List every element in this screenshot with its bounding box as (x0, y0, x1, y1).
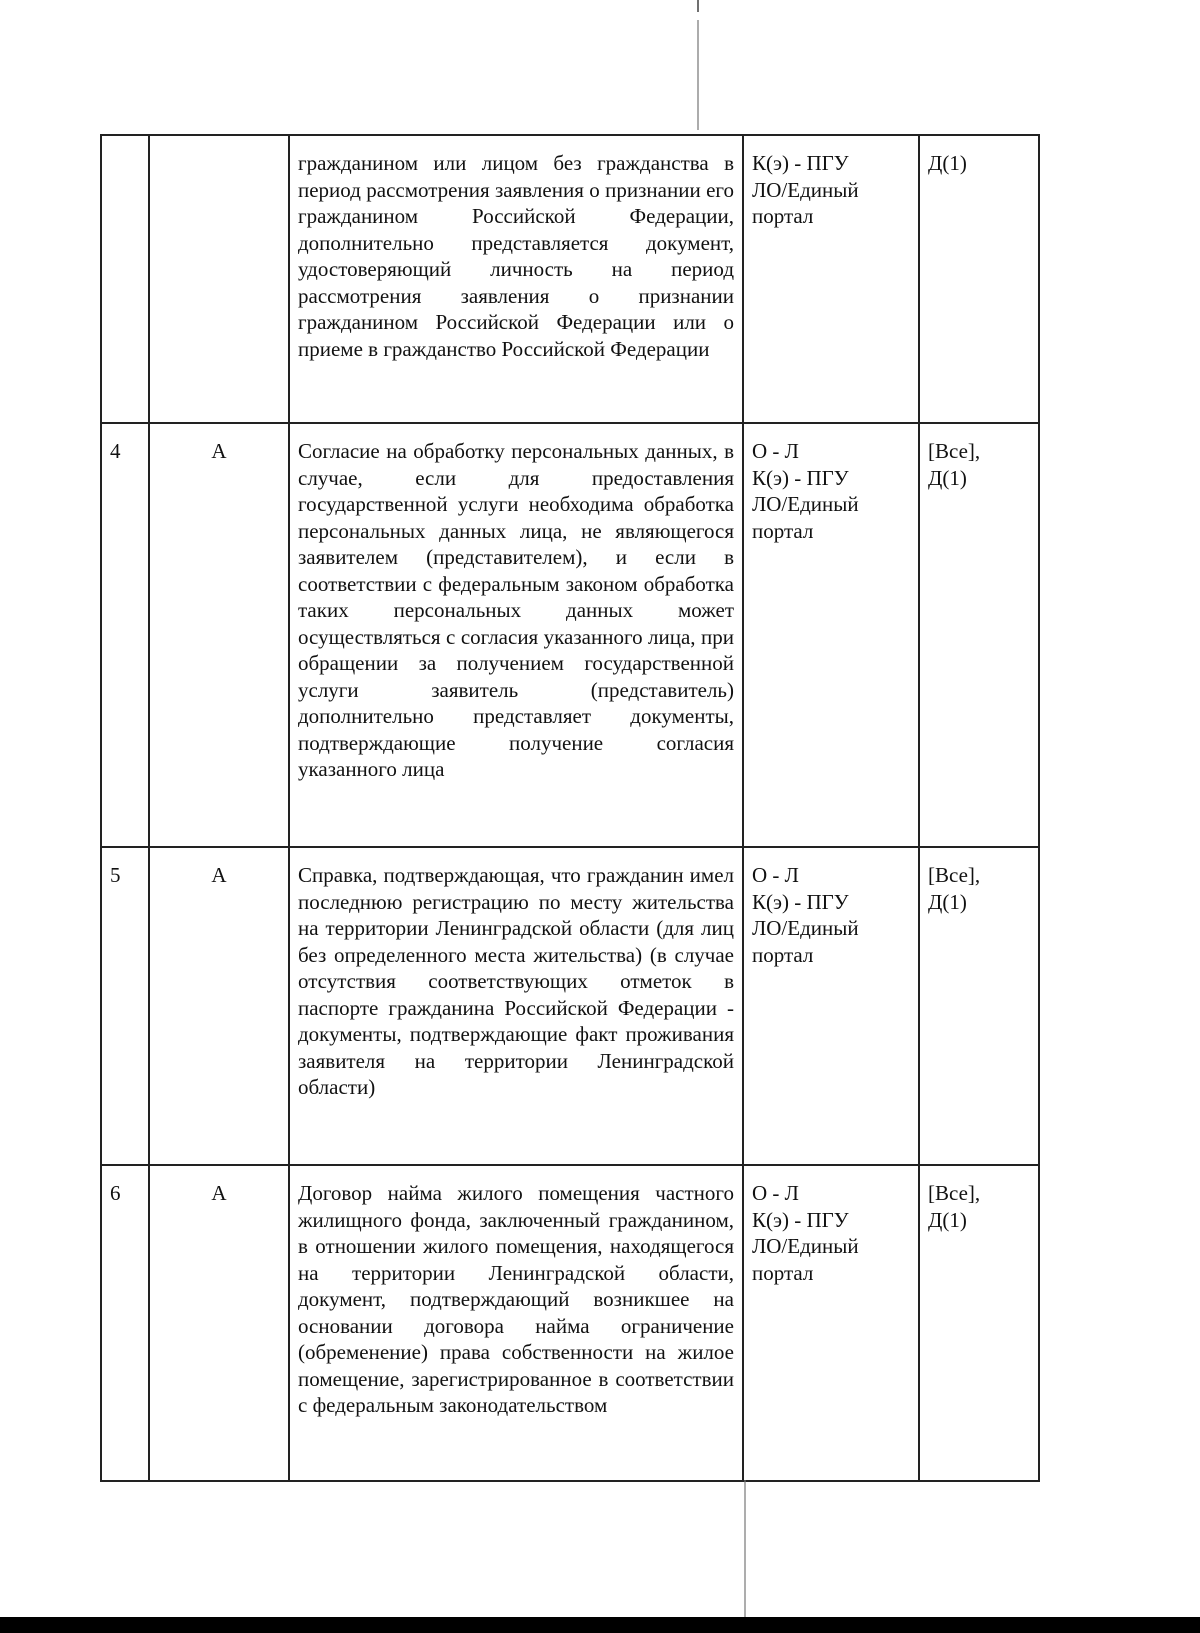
submission-form-line: К(э) - ПГУ (752, 465, 849, 490)
submission-form-line: К(э) - ПГУ (752, 151, 849, 175)
condition-line: Д(1) (928, 465, 967, 490)
condition-line: Д(1) (928, 889, 967, 914)
submission-form-line: К(э) - ПГУ (752, 1207, 849, 1232)
submission-form-cell (743, 135, 919, 423)
documents-table (100, 134, 1040, 1482)
submission-form-line: ЛО/Единый (752, 492, 859, 516)
document-description-cell: Договор найма жилого помещения частного жилищного фонда, заключенный гражданином, в отношении жилого помещения, находящегося на территории Ленинградской области, документ, подтверждающий возникшее на основании договора найма ограничение (обременение) права собственности на жилое помещение, зарегистрированное в соответствии с федеральным законодательством (289, 1165, 743, 1481)
condition-line: [Все], (928, 439, 981, 463)
condition-cell (919, 135, 1039, 423)
submission-form-line: портал (752, 204, 814, 228)
category-cell: А (149, 847, 289, 1165)
row-number-cell (101, 135, 149, 423)
submission-form-line: О - Л (752, 439, 799, 463)
submission-form-line: портал (752, 1260, 814, 1285)
condition-cell (919, 847, 1039, 1165)
row-number-cell: 5 (101, 847, 149, 1165)
submission-form-cell (743, 847, 919, 1165)
document-description-cell: Справка, подтверждающая, что гражданин имел последнюю регистрацию по месту жительства на территории Ленинградской области (для лиц без определенного места жительства) (в случае отсутствия соответствующих отметок в паспорте гражданина Российской Федерации - документы, подтверждающие факт проживания заявителя на территории Ленинградской области) (289, 847, 743, 1165)
table-row (101, 423, 1039, 847)
submission-form-line: К(э) - ПГУ (752, 889, 849, 914)
submission-form-line: ЛО/Единый (752, 177, 859, 202)
submission-form-line: О - Л (752, 1181, 799, 1205)
scan-artifact-top-line (697, 0, 699, 130)
row-number-cell: 6 (101, 1165, 149, 1481)
category-cell (149, 135, 289, 423)
submission-form-line: ЛО/Единый (752, 916, 859, 940)
submission-form-cell (743, 1165, 919, 1481)
scan-artifact-bottom-line (744, 1480, 746, 1633)
condition-line: [Все], (928, 1181, 981, 1205)
submission-form-line: ЛО/Единый (752, 1234, 859, 1258)
condition-line: Д(1) (928, 1207, 967, 1232)
condition-line: [Все], (928, 863, 981, 887)
category-cell: А (149, 423, 289, 847)
submission-form-line: портал (752, 942, 814, 967)
submission-form-line: О - Л (752, 863, 799, 887)
condition-line: Д(1) (928, 151, 967, 175)
condition-cell (919, 1165, 1039, 1481)
document-description-cell: гражданином или лицом без гражданства в период рассмотрения заявления о признании его гражданином Российской Федерации, дополнительно представляется документ, удостоверяющий личность на период рассмотрения заявления о признании гражданином Российской Федерации или о приеме в гражданство Российской Федерации (289, 135, 743, 423)
scan-bottom-edge (0, 1617, 1200, 1633)
row-number-cell: 4 (101, 423, 149, 847)
document-description-cell: Согласие на обработку персональных данных, в случае, если для предоставления государственной услуги необходима обработка персональных данных лица, не являющегося заявителем (представителем), и если в соответствии с федеральным законом обработка таких персональных данных может осуществляться с согласия указанного лица, при обращении за получением государственной услуги заявитель (представитель) дополнительно представляет документы, подтверждающие получение согласия указанного лица (289, 423, 743, 847)
submission-form-cell (743, 423, 919, 847)
table-row (101, 135, 1039, 423)
submission-form-line: портал (752, 518, 814, 543)
condition-cell (919, 423, 1039, 847)
table-row (101, 847, 1039, 1165)
table-row (101, 1165, 1039, 1481)
category-cell: А (149, 1165, 289, 1481)
